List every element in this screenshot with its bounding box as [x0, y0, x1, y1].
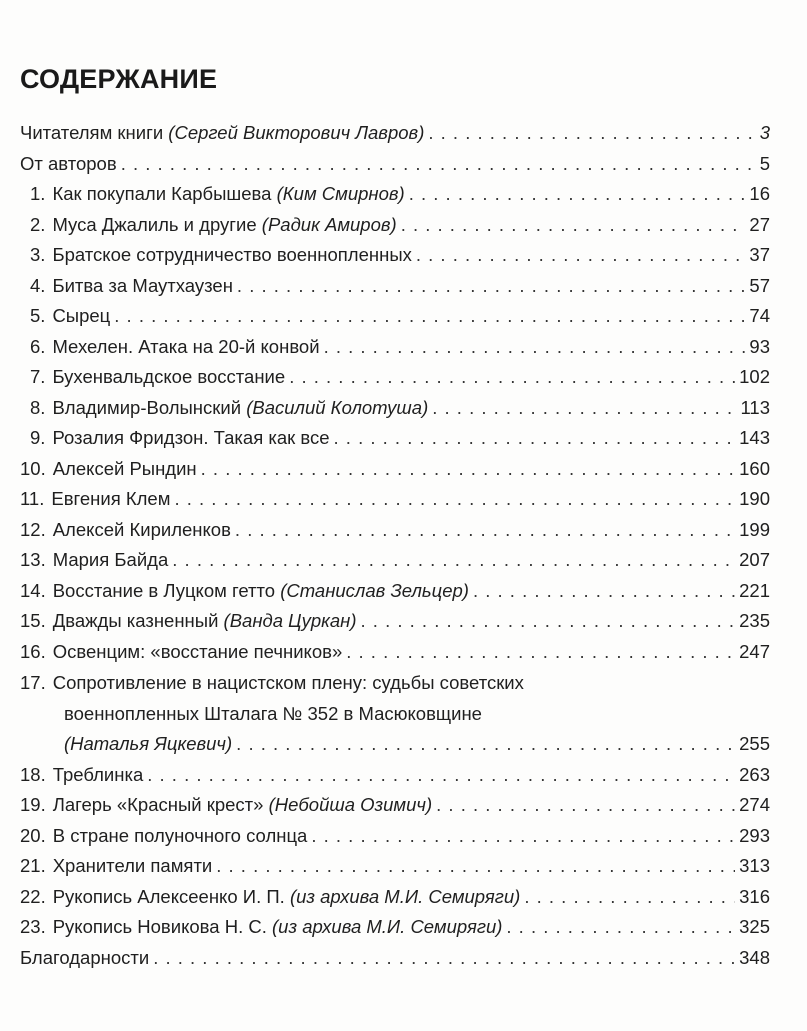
entry-author: (из архива М.И. Семиряги)	[272, 916, 503, 937]
entry-number: 15.	[20, 610, 46, 631]
entry-author: (из архива М.И. Семиряги)	[289, 885, 521, 907]
entry-number: 16.	[20, 640, 46, 662]
entry-author: (Ванда Цуркан)	[223, 610, 357, 631]
entry-number: 9.	[30, 427, 46, 448]
toc-entry	[20, 606, 770, 637]
entry-title-line2: военнопленных Шталага № 352 в Масюковщине	[64, 703, 482, 724]
entry-number: 5.	[30, 305, 46, 326]
leader-dots	[401, 210, 746, 241]
entry-number: 23.	[20, 916, 46, 937]
toc-entry	[20, 240, 770, 271]
entry-title: Бухенвальдское восстание	[52, 366, 286, 387]
entry-page: 255	[739, 733, 770, 754]
toc-entry	[20, 149, 770, 180]
entry-title: Муса Джалиль и другие	[52, 213, 262, 235]
entry-page: 325	[739, 916, 770, 937]
toc-entry-multiline-line2	[20, 698, 770, 729]
entry-title: Евгения Клем	[51, 488, 171, 509]
leader-dots	[416, 240, 746, 271]
entry-title: Владимир-Волынский	[52, 396, 247, 418]
entry-page: 274	[739, 794, 770, 815]
leader-dots	[114, 301, 745, 332]
entry-number: 12.	[20, 518, 46, 540]
leader-dots	[121, 149, 756, 180]
entry-page: 143	[739, 427, 770, 448]
leader-dots	[147, 760, 735, 791]
entry-number: 20.	[20, 824, 46, 846]
toc-entry	[20, 484, 770, 515]
toc-entry	[20, 210, 770, 241]
entry-page: 3	[759, 122, 770, 143]
toc-entry	[20, 882, 770, 913]
leader-dots	[334, 423, 736, 454]
table-of-contents	[20, 118, 770, 973]
entry-author: (Сергей Викторович Лавров)	[168, 122, 425, 143]
entry-number: 17.	[20, 672, 46, 693]
entry-title: Битва за Маутхаузен	[52, 274, 233, 296]
toc-entry	[20, 393, 770, 424]
toc-entry	[20, 576, 770, 607]
toc-entry-multiline-line1	[20, 667, 770, 698]
toc-entry	[20, 760, 770, 791]
entry-author: (Небойша Озимич)	[268, 794, 433, 815]
entry-number: 19.	[20, 794, 46, 815]
entry-title: От авторов	[20, 152, 117, 174]
entry-title: Как покупали Карбышева	[52, 183, 277, 204]
toc-entry-multiline-line3	[20, 729, 770, 760]
entry-title: Лагерь «Красный крест»	[52, 794, 269, 815]
entry-title: Братское сотрудничество военнопленных	[52, 244, 412, 265]
toc-entry	[20, 790, 770, 821]
leader-dots	[153, 943, 735, 974]
toc-entry	[20, 301, 770, 332]
entry-page: 207	[739, 549, 770, 570]
leader-dots	[432, 393, 736, 424]
entry-number: 7.	[30, 366, 46, 387]
entry-title: Освенцим: «восстание печников»	[52, 640, 343, 662]
entry-page: 293	[739, 824, 770, 846]
entry-title: Треблинка	[52, 763, 144, 785]
entry-title: Розалия Фридзон. Такая как все	[52, 427, 330, 448]
toc-entry	[20, 362, 770, 393]
leader-dots	[361, 606, 736, 637]
entry-page: 348	[739, 946, 770, 968]
entry-title: Рукопись Новикова Н. С.	[52, 916, 273, 937]
entry-title: Рукопись Алексеенко И. П.	[52, 885, 290, 907]
entry-number: 6.	[30, 335, 46, 357]
entry-number: 1.	[30, 183, 46, 204]
entry-page: 247	[739, 640, 770, 662]
entry-title: Мария Байда	[52, 549, 169, 570]
entry-page: 199	[739, 518, 770, 540]
toc-entry	[20, 332, 770, 363]
entry-page: 113	[740, 396, 770, 418]
leader-dots	[236, 729, 735, 760]
entry-title: Восстание в Луцком гетто	[52, 579, 281, 601]
toc-entry	[20, 851, 770, 882]
entry-number: 10.	[20, 457, 46, 479]
entry-page: 235	[739, 610, 770, 631]
entry-title: Алексей Рындин	[52, 457, 197, 479]
entry-title: В стране полуночного солнца	[52, 824, 308, 846]
leader-dots	[346, 637, 735, 668]
entry-page: 190	[739, 488, 770, 509]
entry-number: 13.	[20, 549, 46, 570]
leader-dots	[311, 821, 735, 852]
toc-entry	[20, 545, 770, 576]
entry-number: 21.	[20, 855, 46, 876]
entry-author: (Василий Колотуша)	[246, 396, 429, 418]
entry-page: 74	[749, 305, 770, 326]
leader-dots	[436, 790, 735, 821]
entry-author: (Радик Амиров)	[261, 213, 397, 235]
entry-number: 2.	[30, 213, 46, 235]
entry-page: 5	[759, 152, 770, 174]
toc-entry	[20, 118, 770, 149]
entry-title: Благодарности	[20, 946, 150, 968]
leader-dots	[235, 515, 735, 546]
entry-page: 313	[739, 855, 770, 876]
toc-entry	[20, 821, 770, 852]
leader-dots	[201, 454, 735, 485]
entry-page: 16	[749, 183, 770, 204]
entry-page: 93	[749, 335, 770, 357]
entry-author: (Ким Смирнов)	[276, 183, 405, 204]
entry-page: 37	[749, 244, 770, 265]
leader-dots	[174, 484, 735, 515]
entry-number: 8.	[30, 396, 46, 418]
entry-number: 22.	[20, 885, 46, 907]
entry-page: 263	[739, 763, 770, 785]
entry-author: (Станислав Зельцер)	[280, 579, 469, 601]
entry-title: Сырец	[52, 305, 111, 326]
toc-entry	[20, 515, 770, 546]
entry-page: 57	[749, 274, 770, 296]
leader-dots	[289, 362, 735, 393]
leader-dots	[324, 332, 746, 363]
entry-title: Читателям книги	[20, 122, 169, 143]
entry-page: 160	[739, 457, 770, 479]
entry-author: (Наталья Яцкевич)	[64, 733, 233, 754]
leader-dots	[524, 882, 735, 913]
entry-title: Дважды казненный	[52, 610, 224, 631]
toc-entry	[20, 943, 770, 974]
toc-entry	[20, 454, 770, 485]
entry-number: 4.	[30, 274, 46, 296]
entry-number: 14.	[20, 579, 46, 601]
leader-dots	[216, 851, 735, 882]
toc-entry	[20, 637, 770, 668]
leader-dots	[237, 271, 746, 302]
leader-dots	[428, 118, 755, 149]
page-title: СОДЕРЖАНИЕ	[20, 64, 218, 94]
entry-title: Мехелен. Атака на 20-й конвой	[52, 335, 320, 357]
leader-dots	[172, 545, 735, 576]
entry-title: Хранители памяти	[52, 855, 213, 876]
leader-dots	[409, 179, 746, 210]
toc-entry	[20, 912, 770, 943]
toc-entry	[20, 271, 770, 302]
entry-number: 18.	[20, 763, 46, 785]
entry-number: 3.	[30, 244, 46, 265]
leader-dots	[473, 576, 735, 607]
leader-dots	[506, 912, 735, 943]
entry-page: 221	[739, 579, 770, 601]
entry-page: 102	[739, 366, 770, 387]
entry-page: 27	[749, 213, 770, 235]
entry-title: Алексей Кириленков	[52, 518, 231, 540]
toc-entry	[20, 423, 770, 454]
entry-number: 11.	[20, 488, 45, 509]
entry-title-line1: Сопротивление в нацистском плену: судьбы советских	[52, 672, 524, 693]
toc-entry	[20, 179, 770, 210]
entry-page: 316	[739, 885, 770, 907]
